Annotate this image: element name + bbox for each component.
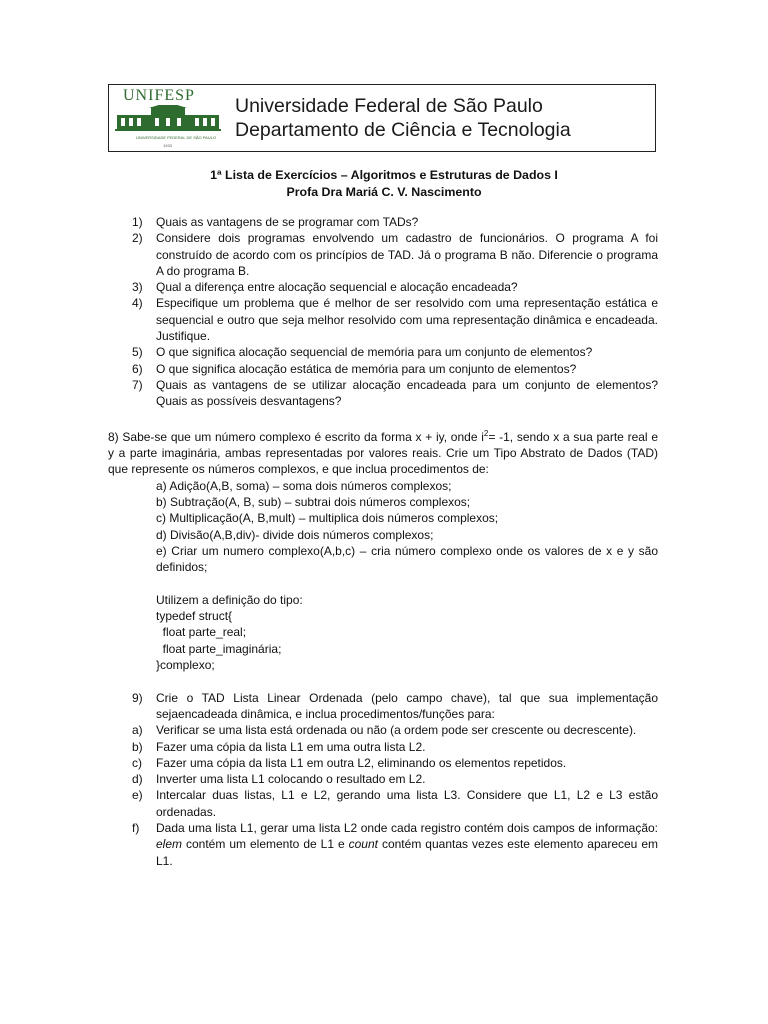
university-name: Universidade Federal de São Paulo [235,95,543,117]
question-text: Crie o TAD Lista Linear Ordenada (pelo campo chave), tal que sua implementação sejaencadeada dinâmica, e inclua procedimentos/funções para: [156,690,658,721]
item-text: Fazer uma cópia da lista L1 em outra L2, eliminando os elementos repetidos. [156,755,567,770]
question-9 [132,690,658,723]
logo-subtext: UNIVERSIDADE FEDERAL DE SÃO PAULO [136,135,217,140]
question-number: 1) [132,215,143,229]
question-number: 4) [132,296,143,311]
question-number: 3) [132,280,143,295]
question-8-intro [108,426,658,478]
question-3 [132,279,658,295]
item-label: c) [132,755,142,770]
q9-item-a [132,722,658,738]
f-text-2: contém um elemento de L1 e [182,837,349,852]
code-line: }complexo; [156,658,215,673]
item-text: Inverter uma lista L1 colocando o resultado em L2. [156,772,426,787]
question-number: 2) [132,231,143,246]
question-text: O que significa alocação sequencial de memória para um conjunto de elementos? [156,345,593,360]
question-text: Qual a diferença entre alocação sequencial e alocação encadeada? [156,280,518,295]
q8-intro-b: = -1, sendo x a sua parte real e y a parte imaginária, ambas representadas por valores reais. Crie um Tipo Abstrato de Dados (TAD) que represente os números complexos, e que inclua procedimentos de: [108,429,658,477]
item-text [156,820,658,869]
letterhead [108,84,656,152]
department-name: Departamento de Ciência e Tecnologia [235,119,571,141]
question-number: 9) [132,690,143,705]
code-line: float parte_imaginária; [156,641,282,656]
item-text: Intercalar duas listas, L1 e L2, gerando uma lista L3. Considere que L1, L2 e L3 estão ordenadas. [156,788,658,819]
q9-item-b [132,739,658,755]
logo-text: UNIFESP [123,87,195,104]
q9-item-d [132,771,658,787]
question-text: Quais as vantagens de se utilizar alocação encadeada para um conjunto de elementos? Quais as possíveis desvantagens? [156,377,658,409]
item-label: e) [132,788,143,803]
item-label: d) [132,772,143,787]
question-number: 6) [132,361,143,376]
f-elem: elem [156,837,183,852]
question-7 [132,377,658,410]
q8-superscript: 2 [483,428,489,438]
logo-year: 1933 [163,143,172,148]
question-number: 7) [132,377,143,392]
item-text: Fazer uma cópia da lista L1 em uma outra lista L2. [156,739,426,754]
document-heading: 1ª Lista de Exercícios – Algoritmos e Estruturas de Dados I [210,168,558,182]
unifesp-logo [109,85,227,151]
item-text: Verificar se uma lista está ordenada ou não (a ordem pode ser crescente ou decrescente). [156,723,637,738]
document-author: Profa Dra Mariá C. V. Nascimento [286,185,482,199]
question-6 [132,361,658,377]
q9-item-f [132,820,658,869]
q9-item-c [132,755,658,771]
q8-item-c: c) Multiplicação(A, B,mult) – multiplica dois números complexos; [156,511,499,526]
question-text: Considere dois programas envolvendo um cadastro de funcionários. O programa A foi construído de acordo com os princípios de TAD. Já o programa B não. Diferencie o programa A do programa B. [156,231,658,278]
f-count: count [348,837,378,852]
question-5 [132,344,658,360]
question-2 [132,230,658,279]
q8-intro-a: 8) Sabe-se que um número complexo é escrito da forma x + iy, onde i [108,429,484,444]
q8-item-e: e) Criar um numero complexo(A,b,c) – cria número complexo onde os valores de x e y são definidos; [156,543,658,575]
q8-item-b: b) Subtração(A, B, sub) – subtrai dois números complexos; [156,495,471,510]
institution-title [235,94,571,142]
question-text: O que significa alocação estática de memória para um conjunto de elementos? [156,361,577,376]
question-4 [132,295,658,344]
f-text-3: contém quantas vezes este elemento apareceu em L1. [156,837,658,868]
q8-code-intro: Utilizem a definição do tipo: [156,592,303,607]
question-1 [132,214,658,230]
code-line: float parte_real; [156,625,247,640]
q8-item-d: d) Divisão(A,B,div)- divide dois números complexos; [156,527,434,542]
building-icon [115,105,221,133]
item-label: b) [132,739,143,754]
question-number: 5) [132,345,143,360]
code-line: typedef struct{ [156,609,233,624]
item-label: a) [132,723,143,738]
exercise-list [108,214,658,869]
f-text-1: Dada uma lista L1, gerar uma lista L2 onde cada registro contém dois campos de informação: [156,820,658,835]
q9-item-e [132,787,658,820]
item-label: f) [132,820,140,835]
q8-item-a: a) Adição(A,B, soma) – soma dois números complexos; [156,478,452,493]
question-text: Quais as vantagens de se programar com TADs? [156,215,419,229]
question-text: Especifique um problema que é melhor de ser resolvido com uma representação estática e sequencial e outro que seja melhor resolvido com uma representação dinâmica e encadeada. Justifique. [156,296,658,344]
